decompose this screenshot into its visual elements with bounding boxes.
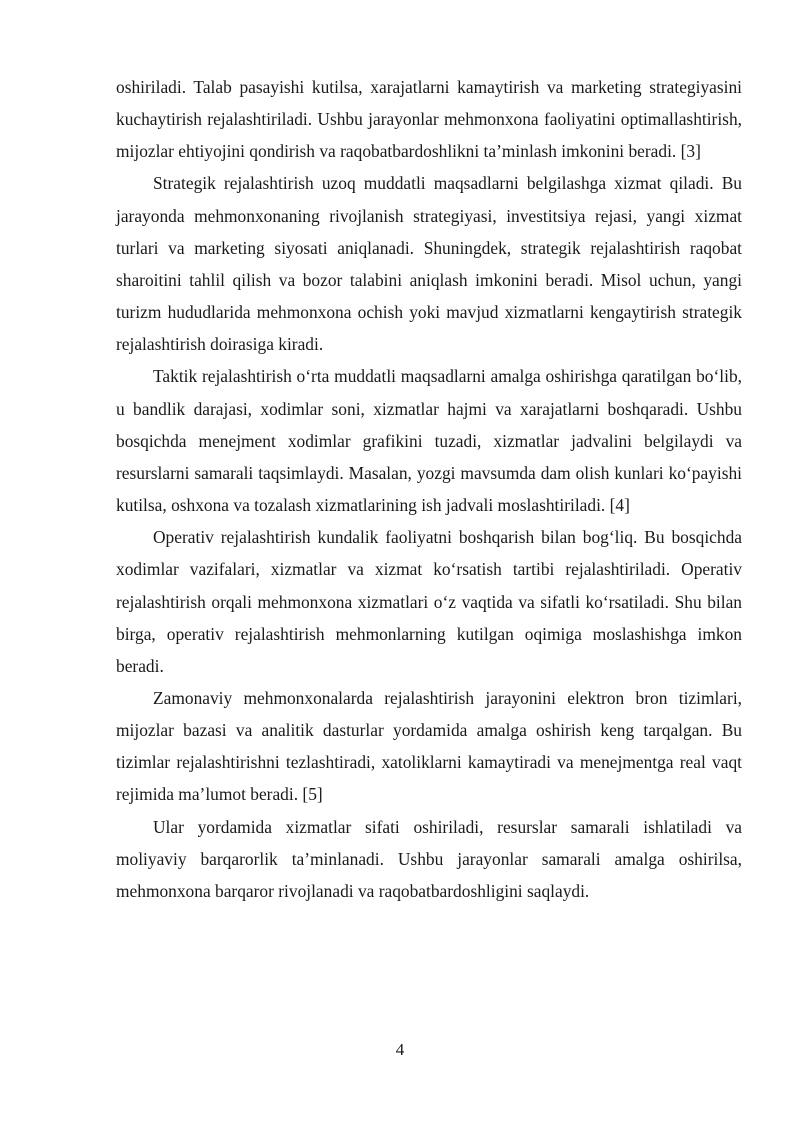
paragraph-continuation: oshiriladi. Talab pasayishi kutilsa, xarajatlarni kamaytirish va marketing strategiyasini kuchaytirish rejalashtiriladi. Ushbu jarayonlar mehmonxona faoliyatini optimallashtirish, mijozlar ehtiyojini qondirish va raqobatbardoshlikni ta’minlash imkonini beradi. [3] [116,77,742,162]
paragraph-modern-systems: Zamonaviy mehmonxonalarda rejalashtirish jarayonini elektron bron tizimlari, mijozlar bazasi va analitik dasturlar yordamida amalga oshirish keng tarqalgan. Bu tizimlar rejalashtirishni tezlashtiradi, xatoliklarni kamaytiradi va menejmentga real vaqt rejimida ma’lumot beradi. [5] [116,687,742,805]
paragraph-strategic-planning: Strategik rejalashtirish uzoq muddatli maqsadlarni belgilashga xizmat qiladi. Bu jarayonda mehmonxonaning rivojlanish strategiyasi, investitsiya rejasi, yangi xizmat turlari va marketing siyosati aniqlanadi. Shuningdek, strategik rejalashtirish raqobat sharoitini tahlil qilish va bozor talabini aniqlash imkonini beradi. Misol uchun, yangi turizm hududlarida mehmonxona ochish yoki mavjud xizmatlarni kengaytirish strategik rejalashtirish doirasiga kiradi. [116,173,742,355]
paragraph-tactical-planning: Taktik rejalashtirish o‘rta muddatli maqsadlarni amalga oshirishga qaratilgan bo‘lib, u bandlik darajasi, xodimlar soni, xizmatlar hajmi va xarajatlarni boshqaradi. Ushbu bosqichda menejment xodimlar grafikini tuzadi, xizmatlar jadvalini belgilaydi va resurslarni samarali taqsimlaydi. Masalan, yozgi mavsumda dam olish kunlari ko‘payishi kutilsa, oshxona va tozalash xizmatlarining ish jadvali moslashtiriladi. [4] [116,366,742,516]
paragraph-conclusion: Ular yordamida xizmatlar sifati oshiriladi, resurslar samarali ishlatiladi va moliyaviy barqarorlik ta’minlanadi. Ushbu jarayonlar samarali amalga oshirilsa, mehmonxona barqaror rivojlanadi va raqobatbardoshligini saqlaydi. [116,816,742,901]
document-body [116,71,742,907]
paragraph-operative-planning: Operativ rejalashtirish kundalik faoliyatni boshqarish bilan bog‘liq. Bu bosqichda xodimlar vazifalari, xizmatlar va xizmat ko‘rsatish tartibi rejalashtiriladi. Operativ rejalashtirish orqali mehmonxona xizmatlari o‘z vaqtida va sifatli ko‘rsatiladi. Shu bilan birga, operativ rejalashtirish mehmonlarning kutilgan oqimiga moslashishga imkon beradi. [116,527,742,676]
page-number: 4 [395,1040,405,1059]
